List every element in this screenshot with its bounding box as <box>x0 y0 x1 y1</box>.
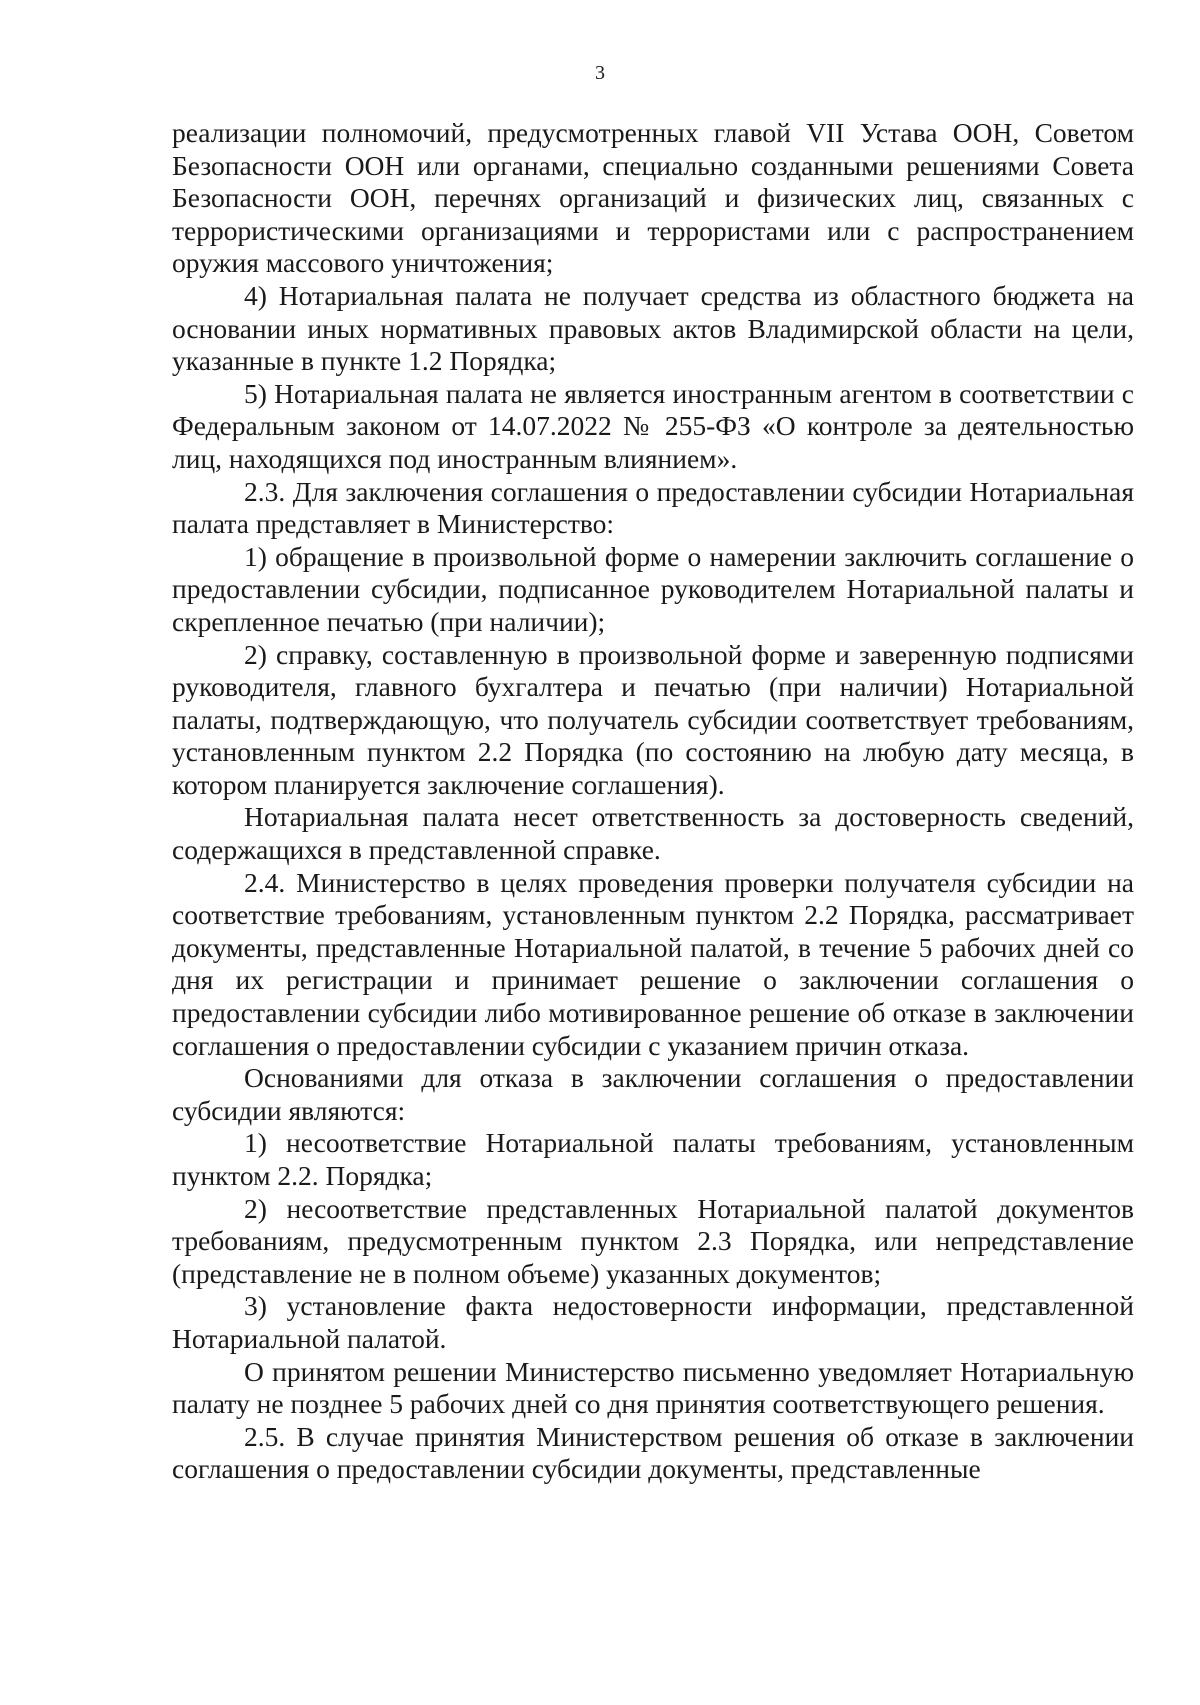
document-body <box>172 117 1134 1486</box>
paragraph-refusal-item-1: 1) несоответствие Нотариальной палаты требованиям, установленным пунктом 2.2. Порядка; <box>172 1127 1134 1191</box>
paragraph-1-continuation: реализации полномочий, предусмотренных главой VII Устава ООН, Советом Безопасности ООН или органами, специально созданными решениями Совета Безопасности ООН, перечнях организаций и физических лиц, связанных с террористическими организациями и террористами или с распространением оружия массового уничтожения; <box>172 117 1134 279</box>
paragraph-refusal-item-2: 2) несоответствие представленных Нотариальной палатой документов требованиям, предусмотренным пунктом 2.3 Порядка, или непредставление (представление не в полном объеме) указанных документов; <box>172 1192 1134 1289</box>
paragraph-2-3-item-2: 2) справку, составленную в произвольной форме и заверенную подписями руководителя, главного бухгалтера и печатью (при наличии) Нотариальной палаты, подтверждающую, что получатель субсидии соответствует требованиям, установленным пунктом 2.2 Порядка (по состоянию на любую дату месяца, в котором планируется заключение соглашения). <box>172 638 1134 800</box>
paragraph-section-2-4: 2.4. Министерство в целях проведения проверки получателя субсидии на соответствие требованиям, установленным пунктом 2.2 Порядка, рассматривает документы, представленные Нотариальной палатой, в течение 5 рабочих дней со дня их регистрации и принимает решение о заключении соглашения о предоставлении субсидии либо мотивированное решение об отказе в заключении соглашения о предоставлении субсидии с указанием причин отказа. <box>172 866 1134 1061</box>
paragraph-2-3-item-1: 1) обращение в произвольной форме о намерении заключить соглашение о предоставлении субсидии, подписанное руководителем Нотариальной палаты и скрепленное печатью (при наличии); <box>172 540 1134 637</box>
paragraph-item-4: 4) Нотариальная палата не получает средства из областного бюджета на основании иных нормативных правовых актов Владимирской области на цели, указанные в пункте 1.2 Порядка; <box>172 279 1134 377</box>
paragraph-responsibility: Нотариальная палата несет ответственность за достоверность сведений, содержащихся в представленной справке. <box>172 801 1134 866</box>
paragraph-notification: О принятом решении Министерство письменно уведомляет Нотариальную палату не позднее 5 рабочих дней со дня принятия соответствующего решения. <box>172 1355 1134 1420</box>
paragraph-item-5: 5) Нотариальная палата не является иностранным агентом в соответствии с Федеральным законом от 14.07.2022 № 255-ФЗ «О контроле за деятельностью лиц, находящихся под иностранным влиянием». <box>172 377 1134 474</box>
paragraph-refusal-item-3: 3) установление факта недостоверности информации, представленной Нотариальной палатой. <box>172 1290 1134 1354</box>
paragraph-refusal-grounds: Основаниями для отказа в заключении соглашения о предоставлении субсидии являются: <box>172 1062 1134 1126</box>
paragraph-section-2-5: 2.5. В случае принятия Министерством решения об отказе в заключении соглашения о предоставлении субсидии документы, представленные <box>172 1420 1134 1485</box>
page-number: 3 <box>595 62 605 84</box>
paragraph-section-2-3: 2.3. Для заключения соглашения о предоставлении субсидии Нотариальная палата представляет в Министерство: <box>172 475 1134 540</box>
